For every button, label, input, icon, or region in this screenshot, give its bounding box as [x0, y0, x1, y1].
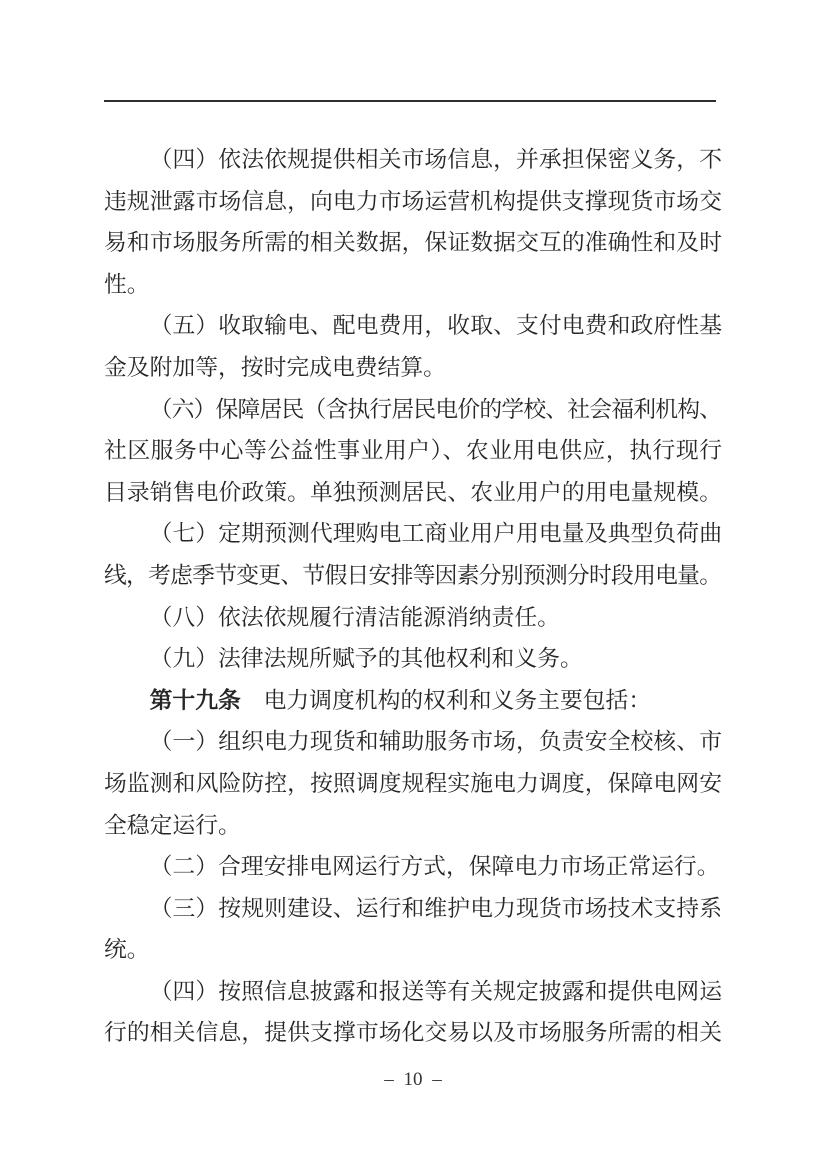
- text-line: 线，考虑季节变更、节假日安排等因素分别预测分时段用电量。: [104, 562, 722, 588]
- paragraph-item-1: [104, 721, 722, 846]
- text-line: 全稳定运行。: [104, 812, 241, 838]
- paragraph-item-4: [104, 971, 722, 1054]
- article-heading-text: 电力调度机构的权利和义务主要包括：: [263, 687, 652, 713]
- text-line: （六）保障居民（含执行居民电价的学校、社会福利机构、: [149, 396, 722, 422]
- text-line: （四）按照信息披露和报送等有关规定披露和提供电网运: [149, 978, 723, 1004]
- article-number: 第十九条: [149, 687, 241, 713]
- text-line: （五）收取输电、配电费用，收取、支付电费和政府性基: [149, 313, 723, 339]
- text-line: （四）依法依规提供相关市场信息，并承担保密义务，不: [149, 147, 723, 172]
- text-line: [104, 680, 722, 722]
- page-number: – 10 –: [384, 1069, 442, 1090]
- text-line: （九）法律法规所赋予的其他权利和义务。: [149, 646, 583, 672]
- paragraph-clause-7: [104, 513, 722, 596]
- paragraph-clause-6: [104, 389, 722, 514]
- paragraph-clause-9: [104, 638, 722, 680]
- text-line: 易和市场服务所需的相关数据，保证数据交互的准确性和及时: [104, 230, 723, 256]
- text-line: 金及附加等，按时完成电费结算。: [104, 354, 446, 380]
- paragraph-item-3: [104, 888, 722, 971]
- article-19-heading: [104, 680, 722, 722]
- text-line: （二）合理安排电网运行方式，保障电力市场正常运行。: [149, 854, 720, 880]
- text-line: （一）组织电力现货和辅助服务市场，负责安全校核、市: [149, 729, 723, 755]
- paragraph-item-2: [104, 846, 722, 888]
- text-line: （七）定期预测代理购电工商业用户用电量及典型负荷曲: [149, 521, 723, 547]
- paragraph-clause-5: [104, 305, 722, 388]
- text-line: 违规泄露市场信息，向电力市场运营机构提供支撑现货市场交: [104, 188, 723, 214]
- text-line: 目录销售电价政策。单独预测居民、农业用户的用电量规模。: [104, 479, 723, 505]
- paragraph-clause-4: [104, 139, 722, 305]
- text-line: 性。: [104, 271, 150, 297]
- header-divider-rule: [104, 100, 716, 102]
- text-line: 场监测和风险防控，按照调度规程实施电力调度，保障电网安: [104, 770, 723, 796]
- document-body: [104, 139, 722, 1054]
- text-line: 统。: [104, 937, 150, 963]
- text-line: 社区服务中心等公益性事业用户）、农业用电供应，执行现行: [104, 438, 723, 464]
- text-line: （三）按规则建设、运行和维护电力现货市场技术支持系: [149, 895, 723, 921]
- text-line: 行的相关信息，提供支撑市场化交易以及市场服务所需的相关: [104, 1020, 723, 1046]
- paragraph-clause-8: [104, 597, 722, 639]
- text-line: （八）依法依规履行清洁能源消纳责任。: [149, 604, 560, 630]
